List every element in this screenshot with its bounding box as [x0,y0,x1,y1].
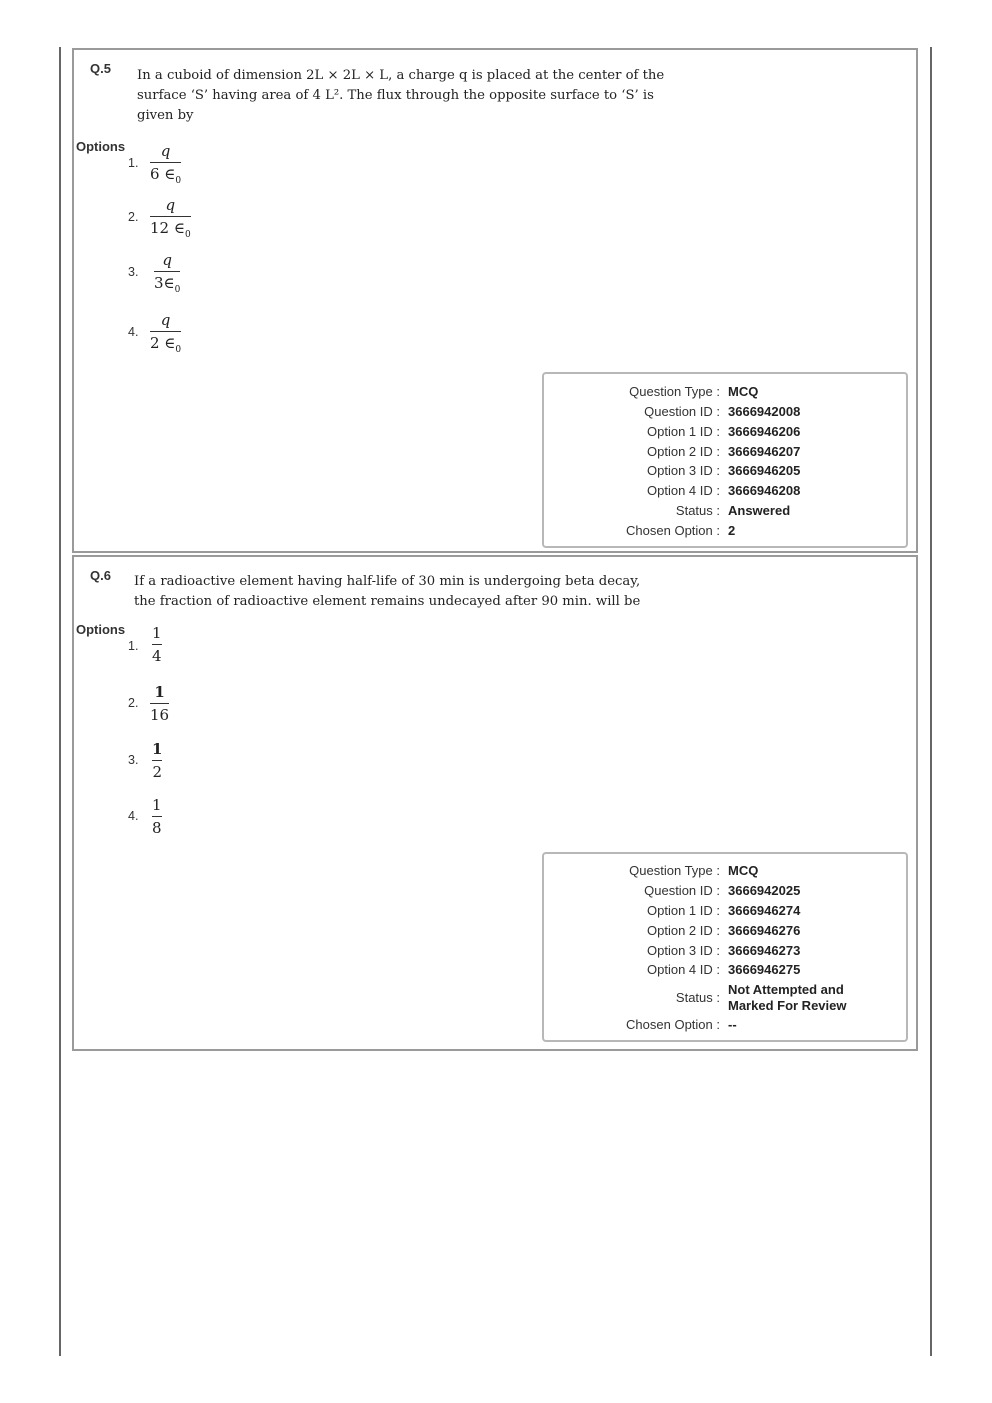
option-2[interactable] [128,683,288,729]
option-number: 3. [128,265,139,279]
fraction-denominator: 2 $\in_0$ [150,334,182,355]
fraction-numerator: q [160,142,171,160]
option-fraction [154,251,180,300]
page-left-rule [59,47,61,1356]
option-4[interactable] [128,311,288,357]
question-text-line: If a radioactive element having half-life of 30 min is undergoing beta decay, [134,574,641,589]
fraction-numerator: q [165,196,176,214]
fraction-numerator: 1 [154,683,165,701]
option-1[interactable] [128,142,288,188]
option-fraction [150,311,181,360]
fraction-denominator: $3\in_0$ [154,274,181,295]
question-number: Q.5 [90,61,111,76]
fraction-numerator: 1 [152,796,162,814]
option-number: 4. [128,809,139,823]
question-info-panel: Question Type : MCQ Question ID : 3666942008 Option 1 ID : 3666946206 Option 2 ID : 3666946207 Option 3 ID : 3666946205 Option 4 ID : 3666946208 Status : Answered Chosen Option : 2 [542,372,908,548]
fraction-bar [150,703,169,704]
fraction-numerator: q [162,251,172,269]
question-text [134,572,694,612]
fraction-numerator: 1 [152,624,162,642]
fraction-bar [152,816,162,817]
question-text [137,66,677,126]
fraction-denominator: 16 [150,706,170,724]
option-number: 4. [128,325,139,339]
option-3[interactable] [128,251,288,297]
option-number: 2. [128,210,139,224]
option-number: 2. [128,696,139,710]
fraction-bar [150,331,181,332]
option-fraction [152,624,162,666]
option-number: 3. [128,753,139,767]
fraction-bar [152,644,162,645]
fraction-bar [152,760,162,761]
option-3[interactable] [128,740,288,786]
fraction-denominator: 6 $\in_0$ [150,165,182,186]
info-status: Status : Not Attempted and Marked For Review [544,982,906,1016]
fraction-numerator: 1 [152,740,163,758]
options-label: Options [76,622,126,637]
option-4[interactable] [128,796,288,842]
option-fraction [152,740,162,782]
question-text-line: surface ‘S’ having area of 4 L². The flux through the opposite surface to ‘S’ is [137,88,654,103]
status-value: Answered [728,503,791,518]
question-text-line: given by [137,108,194,123]
question-text-line: In a cuboid of dimension 2L × 2L × L, a charge q is placed at the center of the [137,68,665,83]
question-card-6 [72,555,918,1051]
options-label: Options [76,139,126,154]
question-text-line: the fraction of radioactive element remains undecayed after 90 min. will be [134,594,641,609]
option-1[interactable] [128,624,288,670]
fraction-denominator: 4 [152,647,162,665]
option-fraction [152,796,162,838]
fraction-denominator: 2 [152,763,162,781]
fraction-numerator: q [160,311,171,329]
fraction-denominator: 8 [152,819,162,837]
option-number: 1. [128,156,139,170]
option-fraction [150,683,169,725]
question-card-5 [72,48,918,553]
question-number: Q.6 [90,568,111,583]
status-value: Not Attempted and Marked For Review [728,982,847,1013]
fraction-denominator: 12 $\in_0$ [150,219,191,240]
page-right-rule [930,47,932,1356]
fraction-bar [150,216,191,217]
fraction-bar [154,271,180,272]
option-number: 1. [128,639,139,653]
question-info-panel: Question Type : MCQ Question ID : 3666942025 Option 1 ID : 3666946274 Option 2 ID : 3666946276 Option 3 ID : 3666946273 Option 4 ID : 3666946275 Status : Not Attempted and Marked For Review Chosen Option : -- [542,852,908,1042]
option-fraction [150,142,181,191]
fraction-bar [150,162,181,163]
option-fraction [150,196,191,245]
option-2[interactable] [128,196,288,242]
